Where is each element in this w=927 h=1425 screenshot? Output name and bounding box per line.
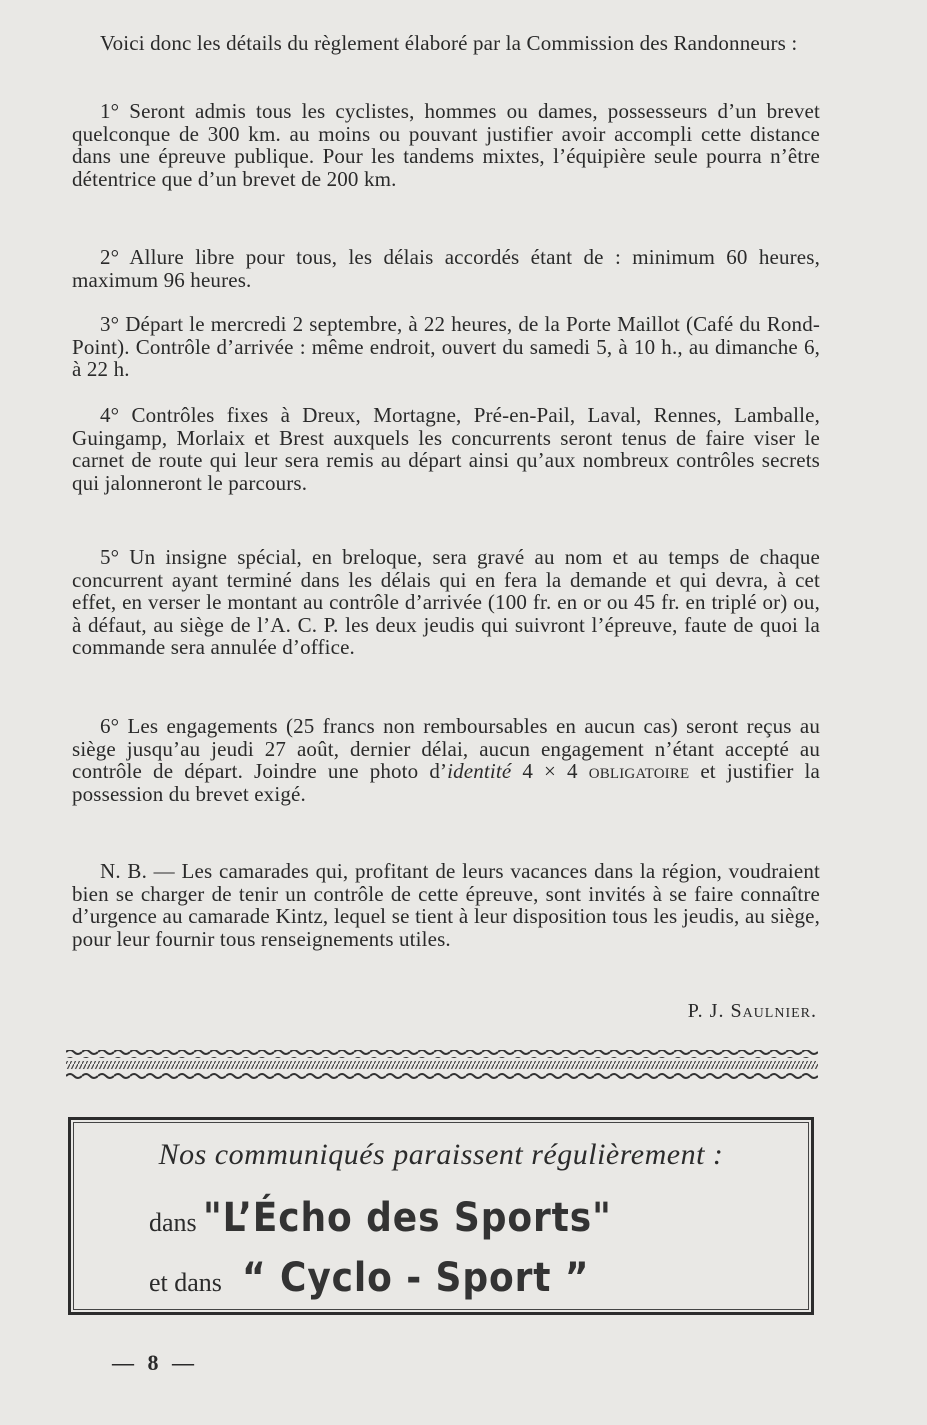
notice-line-cyclo: et dans “ Cyclo - Sport ” xyxy=(149,1255,590,1301)
identite-italic: identité xyxy=(447,759,512,784)
cyclo-sport: “ Cyclo - Sport ” xyxy=(242,1255,590,1301)
wave-bottom xyxy=(66,1072,818,1080)
rule-2: 2° Allure libre pour tous, les délais accordés étant de : minimum 60 heures, maximum 96 heures. xyxy=(72,245,820,292)
notice-title: Nos communiqués paraissent régulièrement : xyxy=(158,1138,724,1171)
rule-6: 6° Les engagements (25 francs non remboursables en aucun cas) seront reçus au siège jusqu’au jeudi 27 août, dernier délai, aucun engagement n’étant accepté au contrôle de départ. Joindre une photo d’identité 4 × 4 obligatoire et justifier la possession du brevet exigé. xyxy=(72,714,820,806)
intro-paragraph: Voici donc les détails du règlement élaboré par la Commission des Randonneurs : xyxy=(100,31,798,55)
notice-box xyxy=(68,1117,814,1315)
obligatoire-smallcaps: obligatoire xyxy=(588,759,690,784)
rule-3: 3° Départ le mercredi 2 septembre, à 22 heures, de la Porte Maillot (Café du Rond-Point). Contrôle d’arrivée : même endroit, ouvert du samedi 5, à 10 h., au dimanche 6, à 22 h. xyxy=(72,312,820,382)
rule-4: 4° Contrôles fixes à Dreux, Mortagne, Pré-en-Pail, Laval, Rennes, Lamballe, Guingamp, Morlaix et Brest auxquels les concurrents seront tenus de faire viser le carnet de route qui leur sera remis au départ ainsi qu’aux nombreux contrôles secrets qui jalonneront le parcours. xyxy=(72,403,820,495)
wave-top xyxy=(66,1050,818,1058)
echo-des-sports: "L’Écho des Sports" xyxy=(203,1195,612,1241)
page-number: — 8 — xyxy=(112,1350,198,1375)
hatch-band xyxy=(66,1061,818,1069)
nb-paragraph: N. B. — Les camarades qui, profitant de leurs vacances dans la région, voudraient bien se charger de tenir un contrôle de cette épreuve, sont invités à se faire connaître d’urgence au camarade Kintz, lequel se tient à leur disposition tous les jeudis, au siège, pour leur fournir tous renseignements utiles. xyxy=(72,859,820,951)
article-body xyxy=(72,32,820,55)
rule-5: 5° Un insigne spécial, en breloque, sera gravé au nom et au temps de chaque concurrent ayant terminé dans les délais qui en fera la demande et qui devra, à cet effet, en verser le montant au contrôle d’arrivée (100 fr. en or ou 45 fr. en triplé or) ou, à défaut, au siège de l’A. C. P. les deux jeudis qui suivront l’épreuve, faute de quoi la commande sera annulée d’office. xyxy=(72,545,820,660)
ornamental-divider xyxy=(66,1048,818,1082)
notice-line-echo: dans "L’Écho des Sports" xyxy=(149,1195,612,1241)
signature: P. J. Saulnier. xyxy=(687,1000,817,1022)
rule-1: 1° Seront admis tous les cyclistes, hommes ou dames, possesseurs d’un brevet quelconque de 300 km. au moins ou pouvant justifier avoir accompli cette distance dans une épreuve publique. Pour les tandems mixtes, l’équipière seule pourra n’être détentrice que d’un brevet de 200 km. xyxy=(72,99,820,191)
